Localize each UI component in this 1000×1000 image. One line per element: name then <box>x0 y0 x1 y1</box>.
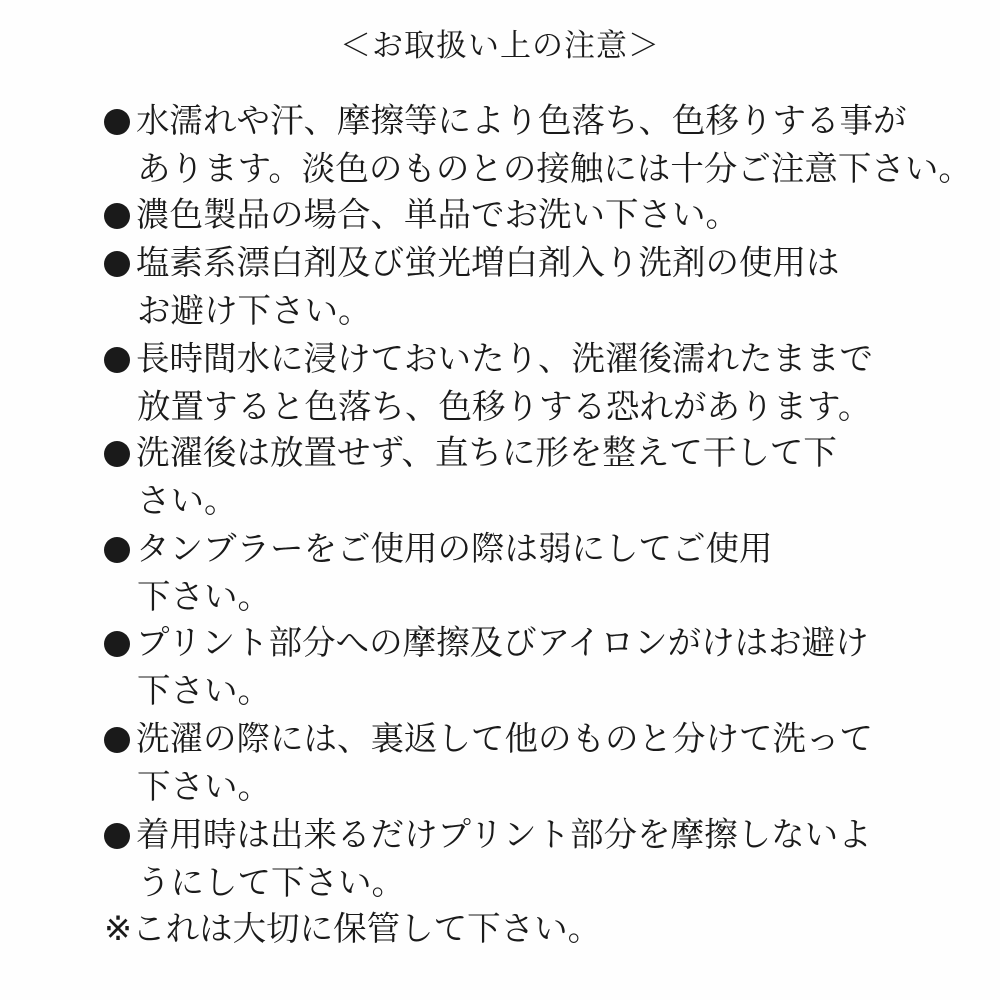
item-text: 濃色製品の場合、単品でお洗い下さい。 <box>136 195 739 234</box>
list-item <box>104 336 873 382</box>
bullet-icon <box>104 537 130 563</box>
item-text: 着用時は出来るだけプリント部分を摩擦しないよ <box>136 815 872 854</box>
list-item <box>104 620 869 666</box>
item-text: 水濡れや汗、摩擦等により色落ち、色移りする事が <box>136 101 907 140</box>
bullet-icon <box>104 823 130 849</box>
bullet-icon <box>104 727 130 753</box>
item-continuation: 下さい。 <box>137 671 271 710</box>
list-item <box>104 430 837 476</box>
bullet-icon <box>104 251 130 277</box>
item-continuation: 放置すると色落ち、色移りする恐れがあります。 <box>137 387 872 426</box>
page-title: ＜お取扱い上の注意＞ <box>340 28 660 64</box>
item-text: 洗濯の際には、裏返して他のものと分けて洗って <box>136 719 873 758</box>
item-continuation: あります。淡色のものとの接触には十分ご注意下さい。 <box>137 149 972 188</box>
item-text: タンブラーをご使用の際は弱にしてご使用 <box>136 529 773 568</box>
item-text: 長時間水に浸けておいたり、洗濯後濡れたままで <box>136 339 873 378</box>
item-text: プリント部分への摩擦及びアイロンがけはお避け <box>136 623 869 662</box>
list-item <box>104 98 907 144</box>
item-continuation: うにして下さい。 <box>137 863 405 902</box>
list-item <box>104 192 739 238</box>
footnote: ※これは大切に保管して下さい。 <box>104 909 602 948</box>
list-item <box>104 716 873 762</box>
item-continuation: お避け下さい。 <box>137 291 372 330</box>
item-continuation: さい。 <box>137 481 238 520</box>
bullet-icon <box>104 203 130 229</box>
item-continuation: 下さい。 <box>137 577 271 616</box>
list-item <box>104 240 840 286</box>
bullet-icon <box>104 441 130 467</box>
bullet-icon <box>104 631 130 657</box>
item-text: 洗濯後は放置せず、直ちに形を整えて干して下 <box>136 433 837 472</box>
item-continuation: 下さい。 <box>137 767 271 806</box>
bullet-icon <box>104 109 130 135</box>
bullet-icon <box>104 347 130 373</box>
item-text: 塩素系漂白剤及び蛍光増白剤入り洗剤の使用は <box>136 243 840 282</box>
list-item <box>104 526 773 572</box>
list-item <box>104 812 872 858</box>
